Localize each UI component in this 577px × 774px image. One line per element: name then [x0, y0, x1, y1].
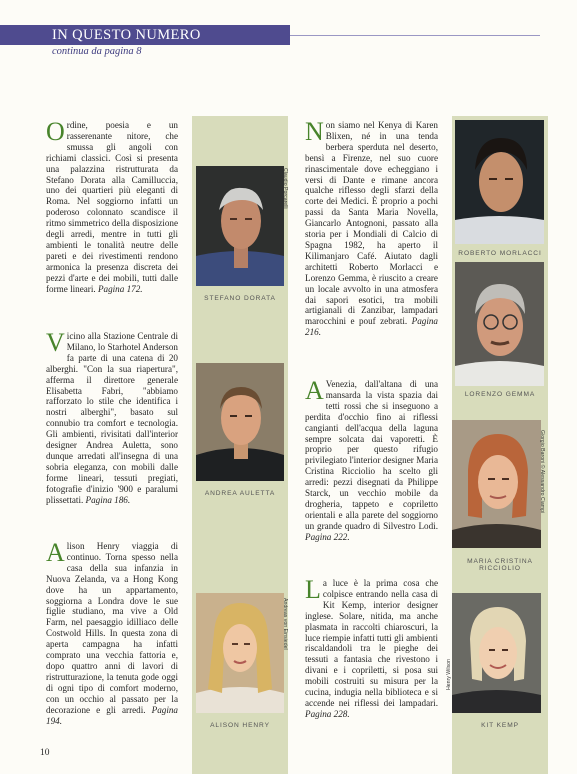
- article-page-ref: Pagina 216.: [305, 316, 438, 338]
- drop-cap: V: [46, 328, 65, 357]
- article-dorata: [46, 117, 178, 295]
- article-text: on siamo nel Kenya di Karen Blixen, né in una tenda berbera sperduta nel deserto, bensì a Firenze, nel suo cuore rinascimentale dove echeggiano i versi di Dante e rimane ancora qualche riflesso degli sfarzi della corte dei Medici. È proprio a pochi passi da Santa Maria Novella, Giancarlo Antognoni, passato alla storia per i Mondiali di Calcio di Spagna 1982, ha aperto il Kilimanjaro Café. Aiutato dagli architetti Roberto Morlacci e Lorenzo Gemma, è riuscito a creare un locale avvolto in una atmosfera dai sapori esotici, tra mobili artigianali di Zanzibar, lampadari marocchini e pouf zebrati.: [305, 120, 438, 327]
- portrait-maria-cristina-ricciolio: [452, 420, 541, 548]
- page-number: 10: [40, 748, 50, 758]
- drop-cap: N: [305, 117, 324, 146]
- drop-cap: L: [305, 575, 321, 604]
- header-title: IN QUESTO NUMERO: [52, 27, 201, 43]
- header-rule: [290, 35, 540, 36]
- portrait-roberto-morlacci: [455, 120, 544, 244]
- section-header: [0, 25, 290, 45]
- article-page-ref: Pagina 222.: [305, 531, 350, 542]
- caption-stefano-dorata: STEFANO DORATA: [204, 295, 276, 302]
- article-page-ref: Pagina 228.: [305, 708, 350, 719]
- caption-maria-cristina-ricciolio: MARIA CRISTINA RICCIOLIO: [467, 558, 533, 572]
- photo-credit: Giorgio Baroni © Alessandro Ciampi: [539, 430, 545, 514]
- article-henry: [46, 538, 178, 726]
- drop-cap: O: [46, 117, 65, 146]
- drop-cap: A: [305, 376, 324, 405]
- photo-credit: Claudio Porcarelli: [282, 168, 288, 209]
- article-page-ref: Pagina 194.: [46, 704, 178, 726]
- article-page-ref: Pagina 186.: [85, 494, 131, 505]
- caption-roberto-morlacci: ROBERTO MORLACCI: [458, 250, 542, 257]
- portrait-alison-henry: [196, 593, 284, 713]
- portrait-lorenzo-gemma: [455, 262, 544, 386]
- portrait-kit-kemp: [452, 593, 541, 713]
- article-page-ref: Pagina 172.: [97, 283, 143, 294]
- article-text: rdine, poesia e un rasserenante nitore, che smussa gli angoli con richiami classici. Così si presenta una palazzina ristrutturata da Stefano Dorata alla Camilluccia, uno dei quartieri più eleganti di Roma. Nel soggiorno infatti un poderoso colonnato scandisce il ritmo simmetrico della disposizione degli arredi, mentre in tutti gli ambienti le tonalità neutre delle pareti e dei rivestimenti rendono armonica la presenza discreta dei pezzi d'arte e dei mobili, tutti dalle forme lineari.: [46, 120, 178, 294]
- article-auletta: [46, 328, 178, 506]
- article-ricciolio: [305, 376, 438, 543]
- photo-credit: Andreas von Einsiedel: [282, 598, 288, 650]
- article-kemp: [305, 575, 438, 720]
- caption-lorenzo-gemma: LORENZO GEMMA: [464, 391, 536, 398]
- article-text: lison Henry viaggia di continuo. Torna spesso nella casa della sua infanzia in Nuova Zelanda, va a Hong Kong dove ha un appartamento, soggiorna a Londra dove le sue figlie studiano, ma vive a Old Farm, nel paesaggio idilliaco delle Costwold Hills. In questa zona di aperta campagna ha infatti comprato una vecchia fattoria e, dopo quattro anni di lavori di ristrutturazione, la tenuta gode oggi di ogni tipo di comfort moderno, con un occhio al passato per la decorazione e gli arredi.: [46, 541, 178, 715]
- header-subtitle: continua da pagina 8: [52, 46, 142, 57]
- portrait-stefano-dorata: [196, 166, 284, 286]
- drop-cap: A: [46, 538, 65, 567]
- article-kilimanjaro: [305, 117, 438, 338]
- article-text: a luce è la prima cosa che colpisce entrando nella casa di Kit Kemp, interior designer inglese. Solare, nitida, ma anche plasmata in raccolti chiaroscuri, la luce riempie infatti tutti gli ambienti riscaldandoli tra le pieghe dei tessuti a fantasia che rivestono i divani e i copriletti, si posa sui mobili costruiti su misura per la cucina, indugia nella biblioteca e si accende nei riflessi dei lampadari.: [305, 578, 438, 708]
- article-text: icino alla Stazione Centrale di Milano, lo Starhotel Anderson fa parte di una catena di 20 alberghi. "Con la sua riapertura", afferma il direttore generale Elisabetta Fabri, "abbiamo rafforzato lo stile che identifica i nostri alberghi", basato sul connubio tra comfort e tecnologia. Gli ambienti, rivisitati dall'interior designer Andrea Auletta, sono dunque arredati all'insegna di una sobria eleganza, con mobili dalle forme lineari, tessuti pregiati, fotografie d'inizio '900 e paralumi plissettati.: [46, 331, 178, 505]
- portrait-andrea-auletta: [196, 363, 284, 481]
- caption-kit-kemp: KIT KEMP: [481, 722, 519, 729]
- photo-credit: Henry Wilson: [446, 659, 452, 690]
- caption-alison-henry: ALISON HENRY: [210, 722, 270, 729]
- article-text: Venezia, dall'altana di una mansarda la vista spazia dai tetti rossi che si inseguono a perdita d'occhio fino ai riflessi cangianti dell'acqua della laguna sempre solcata dai vaporetti. È proprio per questo rifugio privilegiato l'interior designer Maria Cristina Ricciolio ha scelto gli arredi: pezzi disegnati da Philippe Starck, un vecchio mobile da drogheria, tappeto e copriletto orientali e alla parete del soggiorno un grande quadro di Silvestro Lodi.: [305, 379, 438, 531]
- caption-andrea-auletta: ANDREA AULETTA: [204, 490, 276, 497]
